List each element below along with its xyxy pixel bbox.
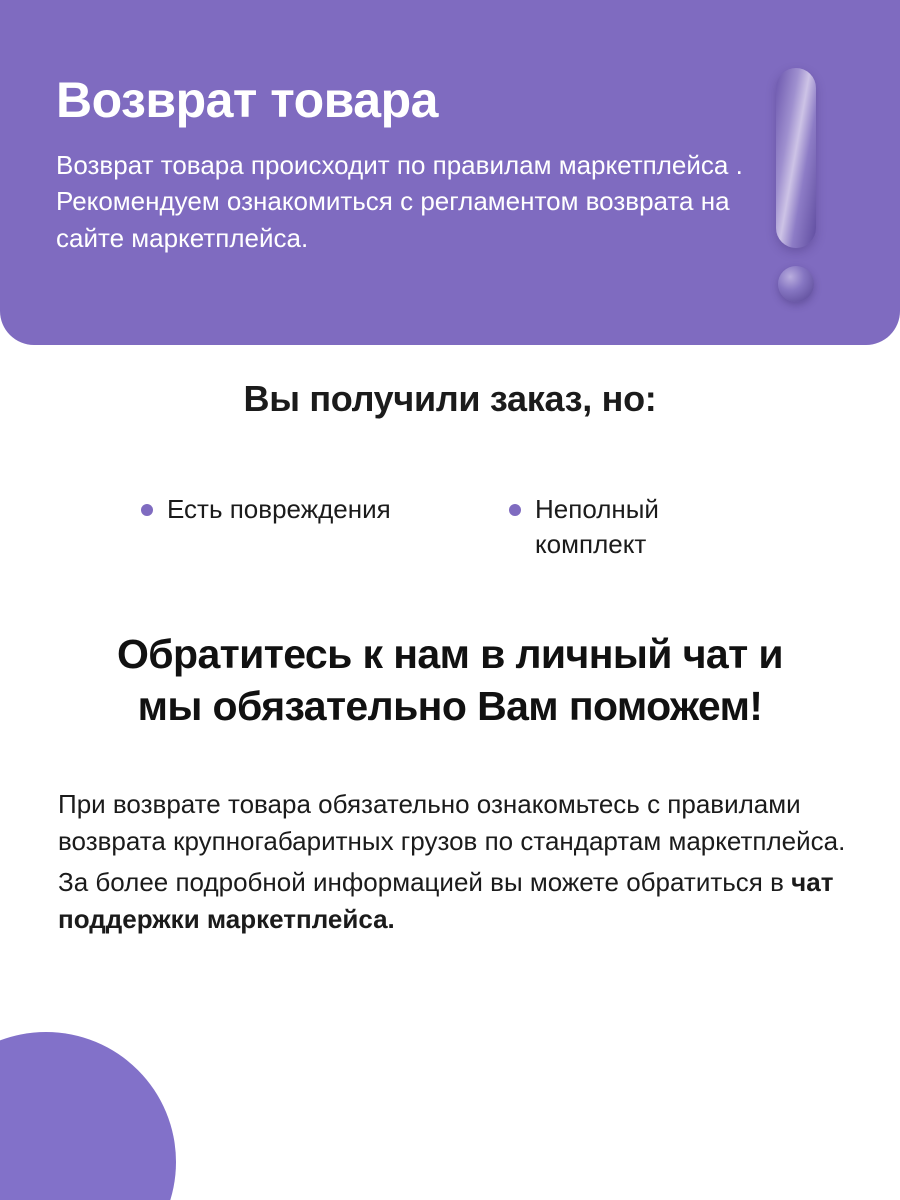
cta-heading-line-1: Обратитесь к нам в личный чат и: [117, 631, 783, 677]
exclamation-dot: [778, 266, 814, 302]
bullet-dot-icon: [509, 504, 521, 516]
body-paragraph-2-prefix: За более подробной информацией вы можете обратиться в: [58, 866, 792, 897]
bullet-dot-icon: [141, 504, 153, 516]
cta-heading: [0, 628, 900, 733]
hero-text-block: [56, 74, 756, 257]
list-item: [509, 492, 759, 563]
exclamation-mark-icon: [776, 68, 822, 318]
list-item-label: Неполный комплект: [535, 494, 659, 560]
cta-heading-line-2: мы обязательно Вам поможем!: [137, 683, 763, 730]
body-paragraph-1: При возврате товара обязательно ознакомьтесь с правилами возврата крупногабаритных грузов по стандартам маркетплейса.: [58, 789, 846, 856]
order-section-heading: Вы получили заказ, но:: [243, 378, 657, 419]
page-title: Возврат товара: [56, 72, 438, 128]
exclamation-bar: [776, 68, 816, 248]
hero-description: Возврат товара происходит по правилам маркетплейса . Рекомендуем ознакомиться с регламентом возврата на сайте маркетплейса.: [56, 149, 743, 254]
body-paragraph-2: [58, 864, 848, 938]
order-issue-list: [0, 492, 900, 563]
hero-card: [0, 0, 900, 345]
body-paragraph-2-emphasis: чат поддержки маркетплейса.: [58, 866, 834, 934]
list-item: [141, 492, 391, 563]
list-item-label: Есть повреждения: [167, 494, 391, 524]
decorative-circle: [0, 1032, 176, 1200]
body-copy: [58, 786, 848, 938]
